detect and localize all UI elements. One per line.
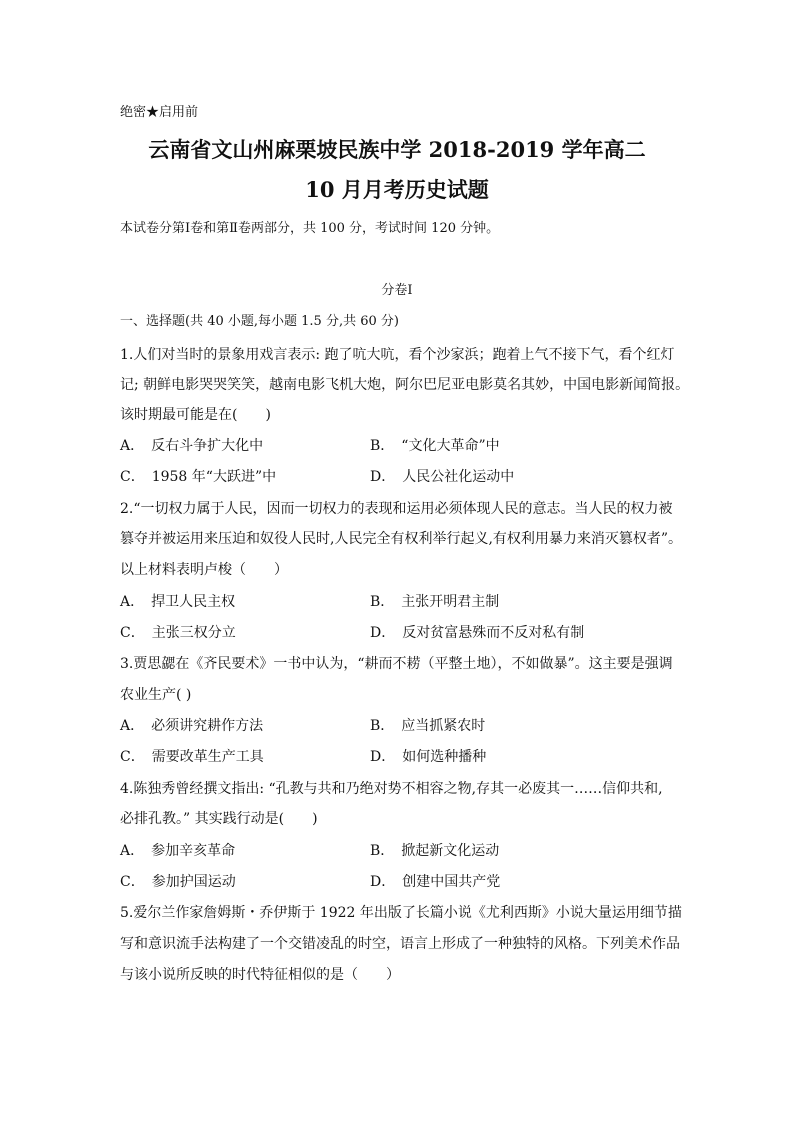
question-2-option-a: A． 捍卫人民主权 xyxy=(120,594,236,610)
section-heading: 一、选择题(共 40 小题,每小题 1.5 分,共 60 分) xyxy=(120,314,399,329)
confidential-mark: 绝密★启用前 xyxy=(120,105,199,120)
question-1-line-3: 该时期最可能是在( ) xyxy=(120,407,271,423)
question-2-line-2: 篡夺并被运用来压迫和奴役人民时,人民完全有权利举行起义,有权利用暴力来消灭篡权者”。 xyxy=(120,531,683,547)
exam-title: 云南省文山州麻栗坡民族中学 2018-2019 学年高二 xyxy=(148,137,646,162)
exam-intro: 本试卷分第Ⅰ卷和第Ⅱ卷两部分，共 100 分，考试时间 120 分钟。 xyxy=(120,221,500,236)
question-1-option-d: D． 人民公社化运动中 xyxy=(370,469,515,485)
question-4-option-d: D． 创建中国共产党 xyxy=(370,874,501,890)
question-2-option-c: C． 主张三权分立 xyxy=(120,625,236,641)
question-1-option-c: C． 1958 年“大跃进”中 xyxy=(120,469,277,485)
question-1-option-b: B． “文化大革命”中 xyxy=(370,438,500,454)
question-4-line-1: 4.陈独秀曾经撰文指出: “孔教与共和乃绝对势不相容之物,存其一必废其一……信仰共和, xyxy=(120,781,663,797)
question-3-option-d: D． 如何选种播种 xyxy=(370,749,487,765)
question-5-line-1: 5.爱尔兰作家詹姆斯・乔伊斯于 1922 年出版了长篇小说《尤利西斯》小说大量运用细节描 xyxy=(120,905,682,921)
exam-subtitle: 10 月月考历史试题 xyxy=(305,177,489,202)
question-4-line-2: 必排孔教。” 其实践行动是( ) xyxy=(120,811,318,827)
question-1-option-a: A． 反右斗争扩大化中 xyxy=(120,438,264,454)
question-1-line-2: 记; 朝鲜电影哭哭笑笑，越南电影飞机大炮，阿尔巴尼亚电影莫名其妙，中国电影新闻简报。 xyxy=(120,377,690,393)
question-3-option-b: B． 应当抓紧农时 xyxy=(370,718,486,734)
question-3-option-a: A． 必须讲究耕作方法 xyxy=(120,718,264,734)
question-2-option-d: D． 反对贫富悬殊而不反对私有制 xyxy=(370,625,585,641)
question-1-line-1: 1.人们对当时的景象用戏言表示: 跑了吭大吭，看个沙家浜；跑着上气不接下气，看个红灯 xyxy=(120,347,675,363)
question-4-option-b: B． 掀起新文化运动 xyxy=(370,843,500,859)
question-2-line-3: 以上材料表明卢梭（ ） xyxy=(120,562,288,578)
question-2-line-1: 2.“一切权力属于人民，因而一切权力的表现和运用必须体现人民的意志。当人民的权力被 xyxy=(120,501,673,517)
question-2-option-b: B． 主张开明君主制 xyxy=(370,594,500,610)
question-5-line-3: 与该小说所反映的时代特征相似的是（ ） xyxy=(120,967,400,983)
question-3-line-2: 农业生产( ) xyxy=(120,687,192,703)
question-3-line-1: 3.贾思勰在《齐民要术》一书中认为，“耕而不耢（平整土地），不如做暴”。这主要是强调 xyxy=(120,656,673,672)
question-5-line-2: 写和意识流手法构建了一个交错凌乱的时空，语言上形成了一种独特的风格。下列美术作品 xyxy=(120,936,680,952)
volume-label: 分卷Ⅰ xyxy=(381,283,413,298)
question-4-option-a: A． 参加辛亥革命 xyxy=(120,843,236,859)
question-4-option-c: C． 参加护国运动 xyxy=(120,874,236,890)
question-3-option-c: C． 需要改革生产工具 xyxy=(120,749,264,765)
